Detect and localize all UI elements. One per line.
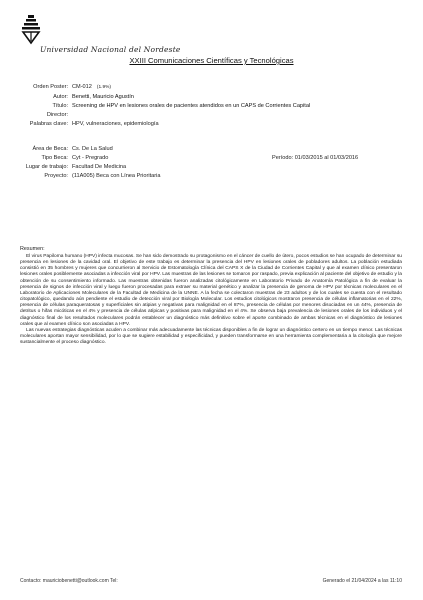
field-label: Tipo Beca: [41, 155, 68, 161]
university-emblem-icon [20, 13, 42, 45]
institution-name: Universidad Nacional del Nordeste [40, 45, 181, 54]
field-label: Director: [46, 112, 68, 118]
field-orden-poster [0, 84, 423, 92]
abstract-label: Resumen: [20, 246, 45, 252]
page-title: XXIII Comunicaciones Científicas y Tecnológicas [129, 56, 294, 65]
contact-info: Contacto: mauriciobenetti@outlook.com Tel: [20, 578, 118, 584]
field-proyecto [0, 173, 423, 181]
field-value: Facultad De Medicina [72, 164, 127, 170]
abstract-paragraph: El virus Papiloma humano (HPV) infecta mucosas. Se han sido demostrado su protagonismo en el cáncer de cuello de útero, pocos estudios se han ocupado de determinar su presencia en lesiones de la cavidad oral. El objetivo de este trabajo es determinar la presencia del HPV en lesiones orales de pobladores adultos. La población estudiada consistió en 35 hombres y mujeres que concurrieron al Servicio de Estomatología Clínica del CAPS X de la Ciudad de Corrientes Capital y que al examen clínico presentaron lesiones orales posiblemente asociadas a infección viral por HPV. Las muestras de las lesiones se tomaron por raspado, previa explicación al paciente del objetivo de estudio y la obtención de su consentimiento informado. Las muestras obtenidas fueron analizadas citológicamente en Laboratorio Privado de Anatomía Patológica a fin de evaluar la presencia de signos de infección viral y luego fueron procesadas para extraer su material genético y analizar la presencia de genoma de HPV por técnicas moleculares en el Laboratorio de Aplicaciones Moleculares de la Facultad de Medicina de la UNNE. A la fecha se colectaron muestras de 23 adultos y de los cuales se cuenta con el resultado citopatológico, quedando aún pendiente el estudio de detección viral por Biología Molecular. Los estudios citológicos mostraron presencia de células inflamatorias en el 22%, presencia de células paraqueratosas y superficiales sin atipias y negativas para malignidad en el 87%, presencia de células por menores disociadas en un 44%, presencia de detritus o hifas micóticas en el 4% y presencia de células atípicas y positivas para malignidad en el 4%. Se observa baja prevalencia de lesiones orales de los individuos y el diagnóstico final de los resultados moleculares podrán establecer un diagnóstico más definitivo sobre el aporte combinado de ambas técnicas en el diagnóstico de lesiones orales que al examen clínico son asociadas a HPV. [20, 254, 402, 327]
field-value: Screening de HPV en lesiones orales de pacientes atendidos en un CAPS de Corrientes Capital [72, 103, 311, 109]
field-lugar-trabajo [0, 164, 423, 172]
field-value: (11A005) Beca con Línea Prioritaria [72, 173, 161, 179]
field-value: HPV, vulneraciones, epidemiología [72, 121, 159, 127]
field-value: Cs. De La Salud [72, 146, 113, 152]
field-label: Proyecto: [44, 173, 68, 179]
period-range: Período: 01/03/2015 al 01/03/2016 [272, 155, 359, 161]
generated-timestamp: Generado el 21/04/2024 a las 11:10 [322, 578, 402, 584]
abstract-paragraph: Las nuevas estrategias diagnósticas acuden a combinar más adecuadamente las técnicas disponibles a fin de lograr un diagnóstico certero en un tiempo menor. Las técnicas moleculares aportan mayor sensibilidad, por lo que se sugiere estabilidad y especificidad, y pueden transformarse en una herramienta complementaria a la citología que mejore sustancialmente el proceso diagnóstico. [20, 327, 402, 346]
field-label: Autor: [53, 94, 68, 100]
field-label: Área de Beca: [32, 146, 68, 152]
field-area-beca [0, 146, 423, 154]
field-value: Benetti, Mauricio Agustín [72, 94, 134, 100]
abstract-body [20, 254, 402, 346]
field-director [0, 112, 423, 120]
field-autor [0, 94, 423, 102]
field-titulo [0, 103, 423, 111]
field-tipo-beca [0, 155, 423, 163]
field-label: Orden Poster: [33, 84, 68, 90]
field-extra: (1.9%) [96, 85, 112, 90]
field-value: CM-012 (1.9%) [72, 84, 112, 90]
field-value: Cyt - Pregrado [72, 155, 109, 161]
field-label: Palabras clave: [29, 121, 68, 127]
field-palabras-clave [0, 121, 423, 129]
field-label: Título: [52, 103, 68, 109]
field-label: Lugar de trabajo: [25, 164, 68, 170]
